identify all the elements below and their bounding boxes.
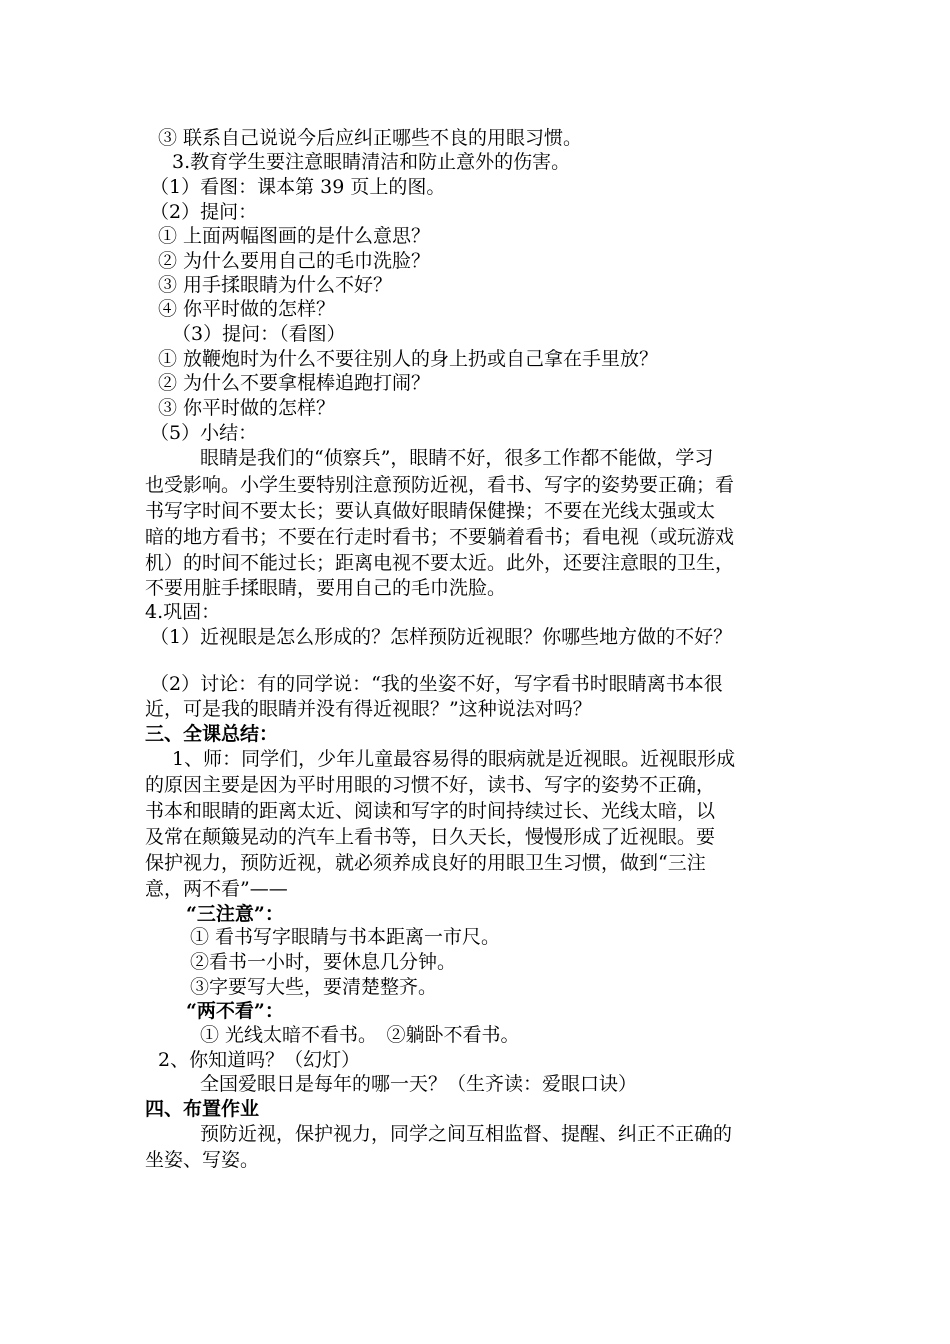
line-16: 书写字时间不要太长；要认真做好眼睛保健操；不要在光线太强或太 bbox=[145, 500, 716, 522]
line-14: 眼睛是我们的“侦察兵”，眼睛不好，很多工作都不能做，学习 bbox=[200, 447, 714, 469]
line-7: ③ 用手揉眼睛为什么不好？ bbox=[158, 274, 393, 296]
line-4: （2）提问： bbox=[150, 201, 258, 223]
line-20: 4.巩固： bbox=[145, 601, 221, 623]
line-13: （5）小结： bbox=[150, 422, 258, 444]
section-heading-homework: 四、布置作业 bbox=[145, 1098, 260, 1120]
line-9: （3）提问：（看图） bbox=[172, 323, 346, 345]
line-37: 2、你知道吗？（幻灯） bbox=[158, 1049, 361, 1071]
line-38: 全国爱眼日是每年的哪一天？（生齐读：爱眼口诀） bbox=[200, 1073, 638, 1095]
line-23: 近，可是我的眼睛并没有得近视眼？”这种说法对吗？ bbox=[145, 698, 592, 720]
line-18: 机）的时间不能过长；距离电视不要太近。此外，还要注意眼的卫生， bbox=[145, 552, 735, 574]
line-17: 暗的地方看书；不要在行走时看书；不要躺着看书；看电视（或玩游戏 bbox=[145, 526, 735, 548]
line-34: ③字要写大些，要清楚整齐。 bbox=[190, 976, 438, 998]
line-15: 也受影响。小学生要特别注意预防近视，看书、写字的姿势要正确；看 bbox=[145, 474, 735, 496]
line-22: （2）讨论：有的同学说：“我的坐姿不好，写字看书时眼睛离书本很 bbox=[150, 673, 723, 695]
line-30: 意，两不看”—— bbox=[145, 878, 288, 900]
line-26: 的原因主要是因为平时用眼的习惯不好，读书、写字的姿势不正确， bbox=[145, 774, 716, 796]
line-5: ① 上面两幅图画的是什么意思？ bbox=[158, 225, 431, 247]
line-1: ③ 联系自己说说今后应纠正哪些不良的用眼习惯。 bbox=[158, 127, 583, 149]
line-25: 1、师：同学们，少年儿童最容易得的眼病就是近视眼。近视眼形成 bbox=[172, 748, 736, 770]
line-32: ① 看书写字眼睛与书本距离一市尺。 bbox=[190, 926, 501, 948]
line-10: ① 放鞭炮时为什么不要往别人的身上扔或自己拿在手里放？ bbox=[158, 348, 659, 370]
line-36: ① 光线太暗不看书。 ②躺卧不看书。 bbox=[200, 1024, 520, 1046]
line-19: 不要用脏手揉眼睛，要用自己的毛巾洗脸。 bbox=[145, 577, 507, 599]
line-12: ③ 你平时做的怎样？ bbox=[158, 397, 336, 419]
line-3: （1）看图：课本第 39 页上的图。 bbox=[150, 176, 446, 198]
line-11: ② 为什么不要拿棍棒追跑打闹？ bbox=[158, 372, 431, 394]
line-6: ② 为什么要用自己的毛巾洗脸？ bbox=[158, 250, 431, 272]
line-2: 3.教育学生要注意眼睛清洁和防止意外的伤害。 bbox=[172, 151, 571, 173]
section-heading-summary: 三、全课总结： bbox=[145, 723, 279, 745]
line-8: ④ 你平时做的怎样？ bbox=[158, 298, 336, 320]
line-40: 预防近视，保护视力，同学之间互相监督、提醒、纠正不正确的 bbox=[200, 1123, 733, 1145]
line-21: （1）近视眼是怎么形成的？怎样预防近视眼？你哪些地方做的不好？ bbox=[150, 626, 733, 648]
line-41: 坐姿、写姿。 bbox=[145, 1149, 260, 1171]
line-33: ②看书一小时，要休息几分钟。 bbox=[190, 951, 457, 973]
line-29: 保护视力，预防近视，就必须养成良好的用眼卫生习惯，做到“三注 bbox=[145, 852, 706, 874]
line-27: 书本和眼睛的距离太近、阅读和写字的时间持续过长、光线太暗，以 bbox=[145, 800, 716, 822]
subheading-three-attentions: “三注意”： bbox=[186, 903, 284, 925]
line-28: 及常在颠簸晃动的汽车上看书等，日久天长，慢慢形成了近视眼。要 bbox=[145, 826, 716, 848]
subheading-two-nots: “两不看”： bbox=[186, 1000, 284, 1022]
